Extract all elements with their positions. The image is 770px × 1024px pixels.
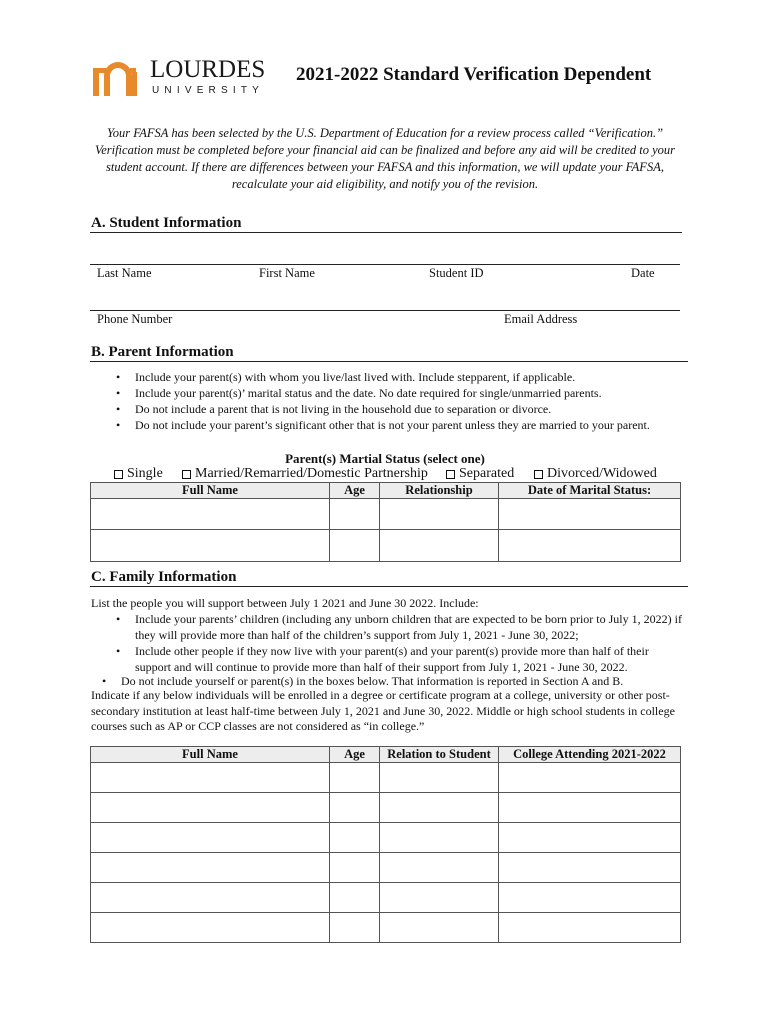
section-c-rule (90, 586, 688, 587)
list-item: • Include your parent(s)’ marital status and the date. No date required for single/unmarried parents. (114, 385, 694, 401)
checkbox-icon[interactable] (534, 470, 543, 479)
table-row (91, 853, 681, 883)
section-c-title: C. Family Information (91, 569, 237, 585)
table-cell[interactable] (91, 883, 330, 913)
option-divorced[interactable] (534, 466, 657, 482)
table-cell[interactable] (91, 853, 330, 883)
email-label: Email Address (504, 312, 578, 326)
student-id-label: Student ID (429, 266, 484, 280)
table-cell[interactable] (499, 530, 681, 562)
table-row (91, 883, 681, 913)
column-header: College Attending 2021-2022 (499, 747, 681, 763)
list-item: • Do not include yourself or parent(s) in the boxes below. That information is reported in Section A and B. (100, 673, 690, 689)
table-cell[interactable] (499, 853, 681, 883)
table-cell[interactable] (91, 913, 330, 943)
family-bullets-last (100, 673, 690, 689)
table-cell[interactable] (380, 530, 499, 562)
column-header: Relation to Student (380, 747, 499, 763)
marital-status-title: Parent(s) Martial Status (select one) (285, 451, 485, 466)
table-cell[interactable] (330, 763, 380, 793)
list-item: • Include other people if they now live with your parent(s) and your parent(s) provide more than half of their support and will continue to provide more than half of their support from July 1, 2021 - June 30, 2022. (114, 643, 684, 675)
logo-wordmark: LOURDES (150, 56, 266, 83)
column-header: Date of Marital Status: (499, 483, 681, 499)
page-title: 2021-2022 Standard Verification Dependent (296, 64, 652, 85)
section-b-rule (90, 361, 688, 362)
section-a-title: A. Student Information (91, 215, 242, 231)
table-cell[interactable] (91, 823, 330, 853)
table-cell[interactable] (91, 530, 330, 562)
table-cell[interactable] (380, 763, 499, 793)
family-bullets (114, 611, 684, 675)
table-cell[interactable] (499, 793, 681, 823)
table-row (91, 763, 681, 793)
table-cell[interactable] (499, 913, 681, 943)
checkbox-icon[interactable] (182, 470, 191, 479)
table-header-row (91, 483, 681, 499)
table-cell[interactable] (330, 530, 380, 562)
table-row (91, 913, 681, 943)
table-cell[interactable] (380, 793, 499, 823)
table-row (91, 530, 681, 562)
family-table (90, 746, 681, 943)
table-cell[interactable] (91, 793, 330, 823)
college-note: Indicate if any below individuals will be enrolled in a degree or certificate program at a college, university or other post-secondary institution at least half-time between July 1, 2021 and June 30, 2022. Middle or high school students in college courses such as AP or CCP classes are not considered as “in college.” (91, 688, 675, 733)
column-header: Full Name (91, 483, 330, 499)
lourdes-arch-logo-icon (92, 52, 144, 98)
table-cell[interactable] (330, 793, 380, 823)
table-cell[interactable] (499, 499, 681, 530)
table-cell[interactable] (330, 853, 380, 883)
family-lead: List the people you will support between July 1 2021 and June 30 2022. Include: (91, 596, 479, 610)
option-label: Married/Remarried/Domestic Partnership (195, 466, 428, 481)
parent-table (90, 482, 681, 562)
column-header: Age (330, 483, 380, 499)
table-cell[interactable] (330, 499, 380, 530)
table-row (91, 793, 681, 823)
table-cell[interactable] (91, 499, 330, 530)
option-single[interactable] (114, 466, 163, 482)
first-name-label: First Name (259, 266, 315, 280)
column-header: Age (330, 747, 380, 763)
table-cell[interactable] (330, 823, 380, 853)
logo-subtitle: UNIVERSITY (152, 85, 265, 96)
column-header: Relationship (380, 483, 499, 499)
table-cell[interactable] (380, 883, 499, 913)
intro-paragraph: Your FAFSA has been selected by the U.S. Department of Education for a review process called “Verification.” Verification must be completed before your financial aid can be finalized and before any aid will be credited to your student account. If there are differences between your FAFSA and this information, we will update your FAFSA, recalculate your aid eligibility, and notify you of the revision. (94, 126, 676, 191)
table-row (91, 823, 681, 853)
list-item: • Do not include your parent’s significant other that is not your parent unless they are married to your parent. (114, 417, 694, 433)
last-name-label: Last Name (97, 266, 152, 280)
table-cell[interactable] (380, 853, 499, 883)
list-item: • Include your parents’ children (including any unborn children that are expected to be born prior to July 1, 2022) if they will provide more than half of the children’s support from July 1, 2021 - June 30, 2022; (114, 611, 684, 643)
table-cell[interactable] (330, 883, 380, 913)
table-cell[interactable] (380, 499, 499, 530)
table-cell[interactable] (499, 763, 681, 793)
option-label: Divorced/Widowed (547, 466, 657, 481)
checkbox-icon[interactable] (446, 470, 455, 479)
date-label: Date (631, 266, 655, 280)
table-header-row (91, 747, 681, 763)
table-cell[interactable] (91, 763, 330, 793)
university-logo (92, 52, 266, 100)
student-row1-line[interactable] (90, 264, 680, 265)
table-cell[interactable] (380, 823, 499, 853)
option-label: Separated (459, 466, 515, 481)
checkbox-icon[interactable] (114, 470, 123, 479)
table-cell[interactable] (330, 913, 380, 943)
phone-label: Phone Number (97, 312, 173, 326)
parent-bullets (114, 369, 694, 433)
section-a-rule (90, 232, 682, 233)
option-label: Single (127, 466, 163, 481)
option-separated[interactable] (446, 466, 514, 482)
option-married[interactable] (182, 466, 428, 482)
column-header: Full Name (91, 747, 330, 763)
table-row (91, 499, 681, 530)
list-item: • Include your parent(s) with whom you live/last lived with. Include stepparent, if applicable. (114, 369, 694, 385)
table-cell[interactable] (380, 913, 499, 943)
section-b-title: B. Parent Information (91, 344, 234, 360)
table-cell[interactable] (499, 823, 681, 853)
table-cell[interactable] (499, 883, 681, 913)
student-row2-line[interactable] (90, 310, 680, 311)
list-item: • Do not include a parent that is not living in the household due to separation or divorce. (114, 401, 694, 417)
